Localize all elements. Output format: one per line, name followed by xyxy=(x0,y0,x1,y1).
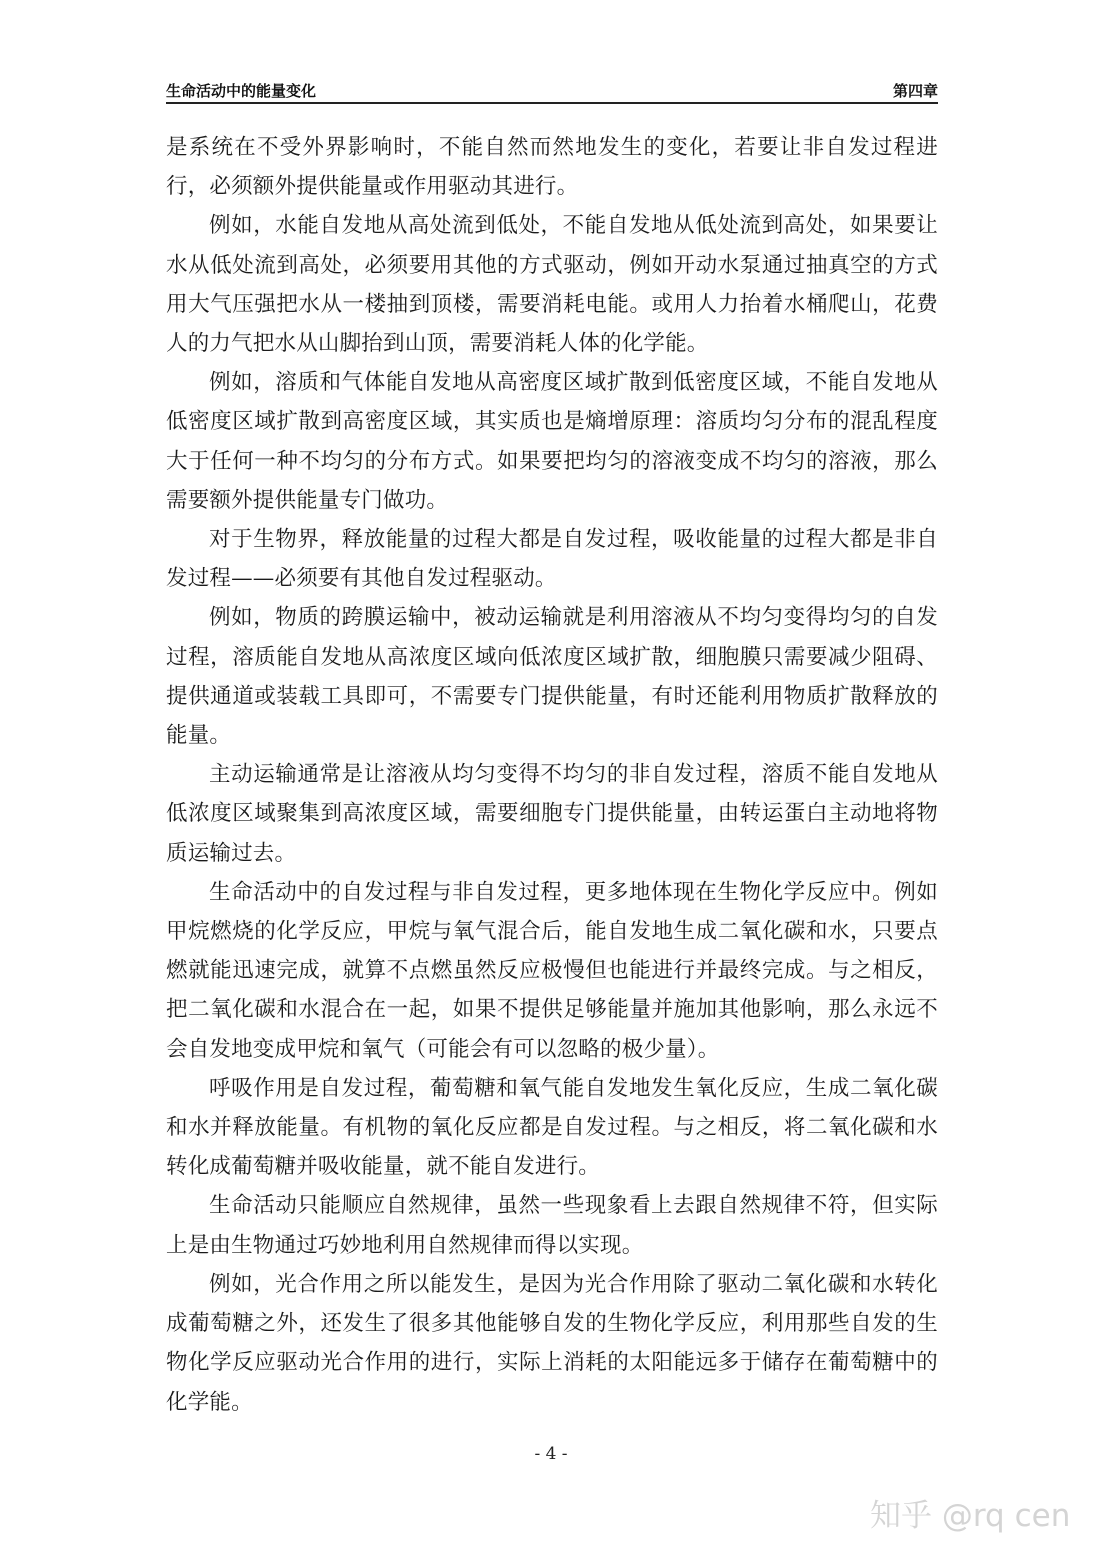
paragraph-2: 例如，水能自发地从高处流到低处，不能自发地从低处流到高处，如果要让水从低处流到高处，必须要用其他的方式驱动，例如开动水泵通过抽真空的方式用大气压强把水从一楼抽到顶楼，需要消耗电能。或用人力抬着水桶爬山，花费人的力气把水从山脚抬到山顶，需要消耗人体的化学能。 xyxy=(166,213,938,357)
page-number: - 4 - xyxy=(534,1444,568,1464)
header-title: 生命活动中的能量变化 xyxy=(166,82,317,100)
paragraph-6: 主动运输通常是让溶液从均匀变得不均匀的非自发过程，溶质不能自发地从低浓度区域聚集到高浓度区域，需要细胞专门提供能量，由转运蛋白主动地将物质运输过去。 xyxy=(166,762,938,866)
page-header xyxy=(166,78,938,100)
body-text xyxy=(166,128,938,1422)
paragraph-7: 生命活动中的自发过程与非自发过程，更多地体现在生物化学反应中。例如甲烷燃烧的化学反应，甲烷与氧气混合后，能自发地生成二氧化碳和水，只要点燃就能迅速完成，就算不点燃虽然反应极慢但也能进行并最终完成。与之相反，把二氧化碳和水混合在一起，如果不提供足够能量并施加其他影响，那么永远不会自发地变成甲烷和氧气（可能会有可以忽略的极少量）。 xyxy=(166,879,938,1062)
paragraph-10: 例如，光合作用之所以能发生，是因为光合作用除了驱动二氧化碳和水转化成葡萄糖之外，还发生了很多其他能够自发的生物化学反应，利用那些自发的生物化学反应驱动光合作用的进行，实际上消耗的太阳能远多于储存在葡萄糖中的化学能。 xyxy=(166,1271,938,1415)
header-rule xyxy=(166,102,938,104)
paragraph-1: 是系统在不受外界影响时，不能自然而然地发生的变化，若要让非自发过程进行，必须额外提供能量或作用驱动其进行。 xyxy=(166,135,938,200)
header-chapter: 第四章 xyxy=(892,82,938,100)
paragraph-3: 例如，溶质和气体能自发地从高密度区域扩散到低密度区域，不能自发地从低密度区域扩散到高密度区域，其实质也是熵增原理：溶质均匀分布的混乱程度大于任何一种不均匀的分布方式。如果要把均匀的溶液变成不均匀的溶液，那么需要额外提供能量专门做功。 xyxy=(166,370,938,513)
paragraph-9: 生命活动只能顺应自然规律，虽然一些现象看上去跟自然规律不符，但实际上是由生物通过巧妙地利用自然规律而得以实现。 xyxy=(166,1193,938,1258)
watermark: 知乎 @rq cen xyxy=(870,1498,1071,1534)
paragraph-5: 例如，物质的跨膜运输中，被动运输就是利用溶液从不均匀变得均匀的自发过程，溶质能自发地从高浓度区域向低浓度区域扩散，细胞膜只需要减少阻碍、提供通道或装载工具即可，不需要专门提供能量，有时还能利用物质扩散释放的能量。 xyxy=(166,605,938,749)
paragraph-4: 对于生物界，释放能量的过程大都是自发过程，吸收能量的过程大都是非自发过程——必须要有其他自发过程驱动。 xyxy=(166,527,938,592)
paragraph-8: 呼吸作用是自发过程，葡萄糖和氧气能自发地发生氧化反应，生成二氧化碳和水并释放能量。有机物的氧化反应都是自发过程。与之相反，将二氧化碳和水转化成葡萄糖并吸收能量，就不能自发进行。 xyxy=(166,1075,938,1180)
